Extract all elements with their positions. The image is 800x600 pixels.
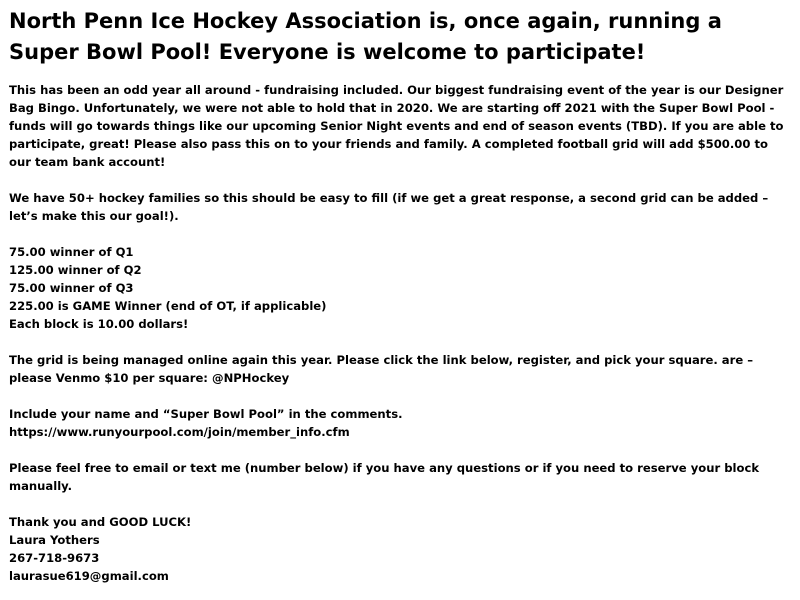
prize-q1: 75.00 winner of Q1 (9, 245, 134, 259)
prize-q2: 125.00 winner of Q2 (9, 263, 142, 277)
block-price: Each block is 10.00 dollars! (9, 317, 189, 331)
grid-info-paragraph: The grid is being managed online again this year. Please click the link below, register, and pick your square. are – please Venmo $10 per square: @NPHockey (9, 353, 754, 385)
signoff-phone: 267-718-9673 (9, 551, 100, 565)
pool-link[interactable]: https://www.runyourpool.com/join/member_info.cfm (9, 425, 350, 439)
families-paragraph: We have 50+ hockey families so this should be easy to fill (if we get a great response, a second grid can be added – let’s make this our goal!). (9, 191, 769, 223)
prize-q3: 75.00 winner of Q3 (9, 281, 134, 295)
page-title: North Penn Ice Hockey Association is, once again, running a Super Bowl Pool! Everyone is welcome to participate! (9, 9, 722, 64)
intro-paragraph: This has been an odd year all around - fundraising included. Our biggest fundraising event of the year is our Designer Bag Bingo. Unfortunately, we were not able to hold that in 2020. We are starting off 2021 with the Super Bowl Pool - funds will go towards things like our upcoming Senior Night events and end of season events (TBD). If you are able to participate, great! Please also pass this on to your friends and family. A completed football grid will add $500.00 to our team bank account! (9, 83, 784, 169)
contact-paragraph: Please feel free to email or text me (number below) if you have any questions or if you need to reserve your block manually. (9, 461, 760, 493)
signoff-block (9, 513, 792, 585)
comments-paragraph (9, 405, 792, 441)
comments-note: Include your name and “Super Bowl Pool” in the comments. (9, 407, 403, 421)
signoff-email: laurasue619@gmail.com (9, 569, 169, 583)
signoff-name: Laura Yothers (9, 533, 100, 547)
signoff-thanks: Thank you and GOOD LUCK! (9, 515, 192, 529)
prize-game-winner: 225.00 is GAME Winner (end of OT, if applicable) (9, 299, 327, 313)
prize-list (9, 243, 792, 333)
